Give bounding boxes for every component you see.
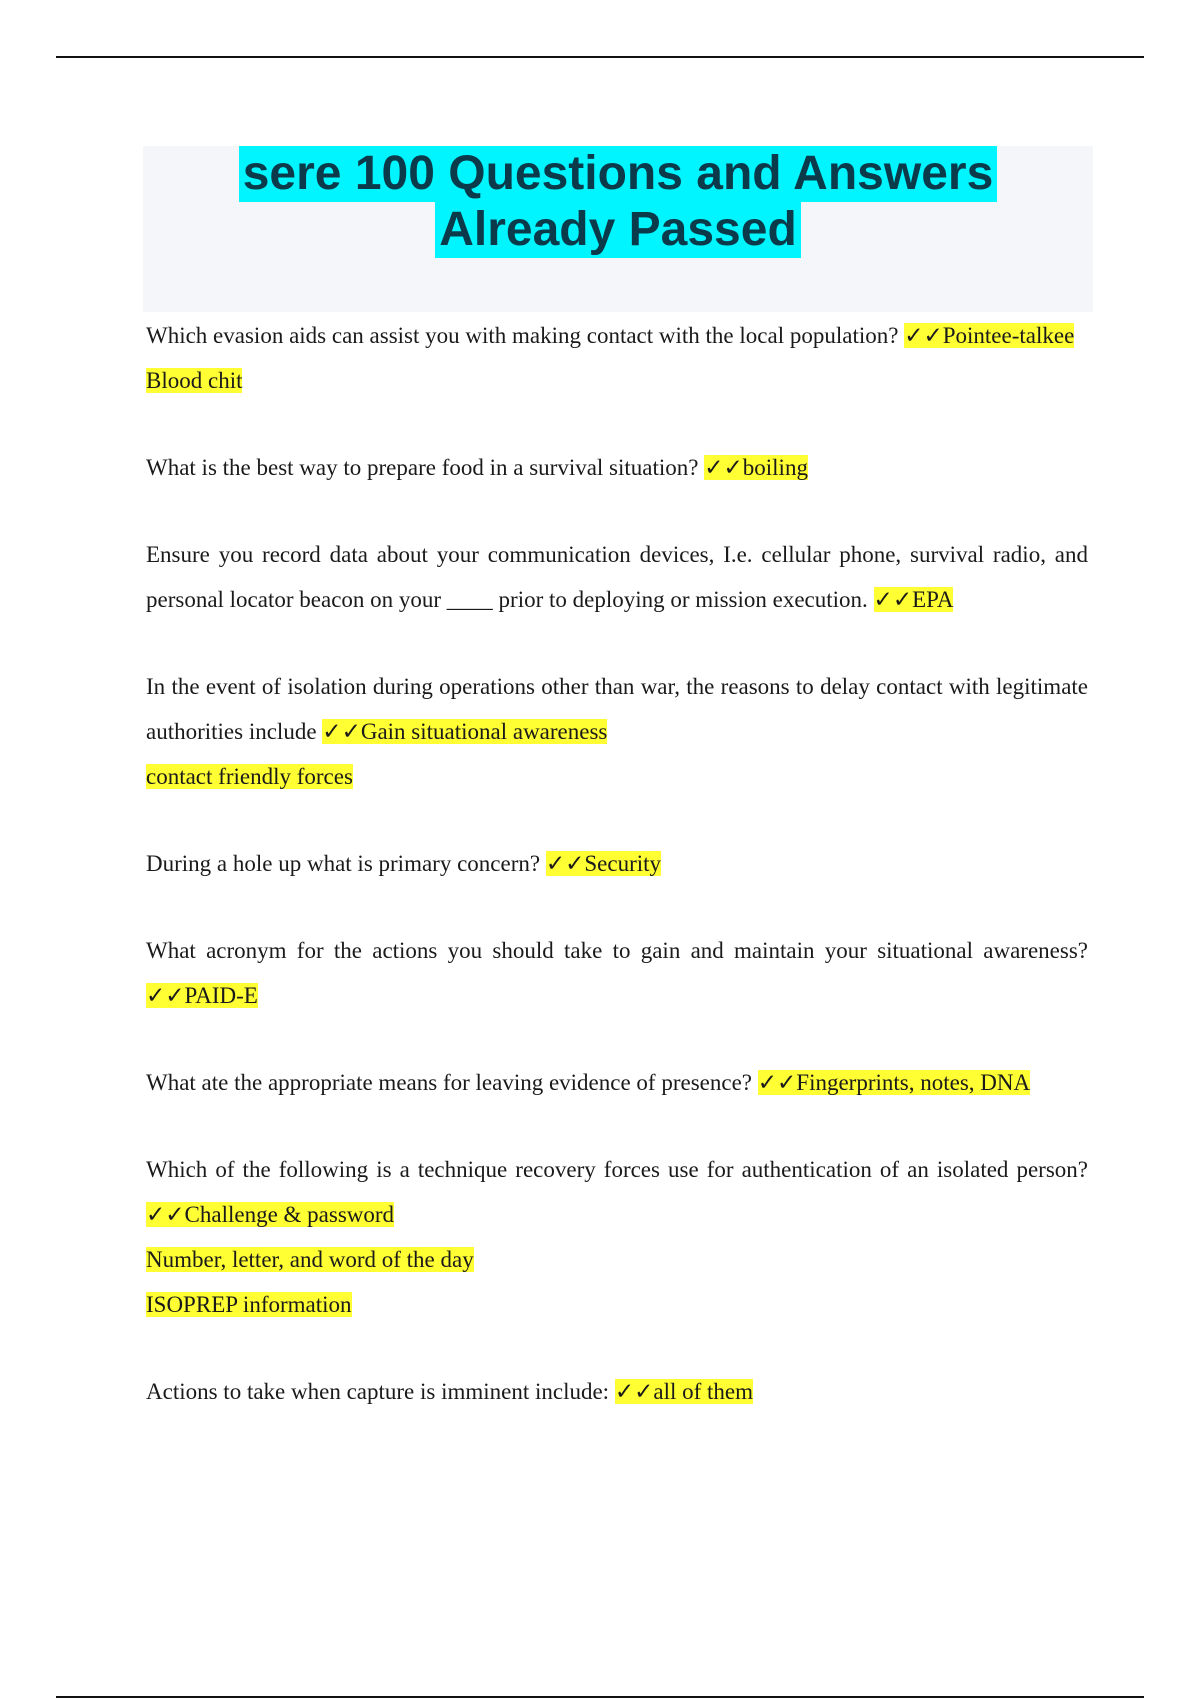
bottom-rule: [56, 1696, 1144, 1698]
qa-item: [146, 841, 1088, 886]
qa-item: [146, 1060, 1088, 1105]
question-text: In the event of isolation during operations other than war, the reasons to delay contact with legitimate authorities include: [146, 674, 1088, 744]
qa-list: [146, 313, 1088, 1456]
answer-extra: contact friendly forces: [146, 764, 353, 789]
answer-text: ✓✓Pointee-talkee: [904, 323, 1075, 348]
answer-extra: ISOPREP information: [146, 1292, 352, 1317]
top-rule: [56, 56, 1144, 58]
qa-item: [146, 1369, 1088, 1414]
qa-item: [146, 928, 1088, 1018]
qa-item: [146, 1147, 1088, 1327]
question-text: What is the best way to prepare food in a survival situation?: [146, 455, 699, 480]
document-title-line-2: Already Passed: [435, 202, 801, 258]
question-text: Which evasion aids can assist you with making contact with the local population?: [146, 323, 899, 348]
answer-text: ✓✓all of them: [614, 1379, 754, 1404]
answer-text: ✓✓Gain situational awareness: [322, 719, 608, 744]
title-block: [143, 146, 1093, 312]
answer-text: ✓✓Challenge & password: [146, 1202, 395, 1227]
answer-extra: Number, letter, and word of the day: [146, 1247, 474, 1272]
answer-text: ✓✓boiling: [704, 455, 808, 480]
question-text: During a hole up what is primary concern?: [146, 851, 541, 876]
question-text: Actions to take when capture is imminent include:: [146, 1379, 610, 1404]
answer-text: ✓✓Security: [545, 851, 662, 876]
qa-item: [146, 532, 1088, 622]
question-text: Which of the following is a technique recovery forces use for authentication of an isolated person?: [146, 1157, 1088, 1182]
document-title-line-1: sere 100 Questions and Answers: [239, 146, 998, 202]
answer-text: ✓✓EPA: [873, 587, 954, 612]
qa-item: [146, 445, 1088, 490]
qa-item: [146, 313, 1088, 403]
answer-extra: Blood chit: [146, 368, 243, 393]
answer-text: ✓✓PAID-E: [146, 983, 258, 1008]
question-text: What acronym for the actions you should take to gain and maintain your situational awareness?: [146, 938, 1088, 963]
qa-item: [146, 664, 1088, 799]
question-text: What ate the appropriate means for leaving evidence of presence?: [146, 1070, 752, 1095]
question-text: Ensure you record data about your communication devices, I.e. cellular phone, survival radio, and personal locator beacon on your ____ prior to deploying or mission execution.: [146, 542, 1088, 612]
answer-text: ✓✓Fingerprints, notes, DNA: [757, 1070, 1031, 1095]
